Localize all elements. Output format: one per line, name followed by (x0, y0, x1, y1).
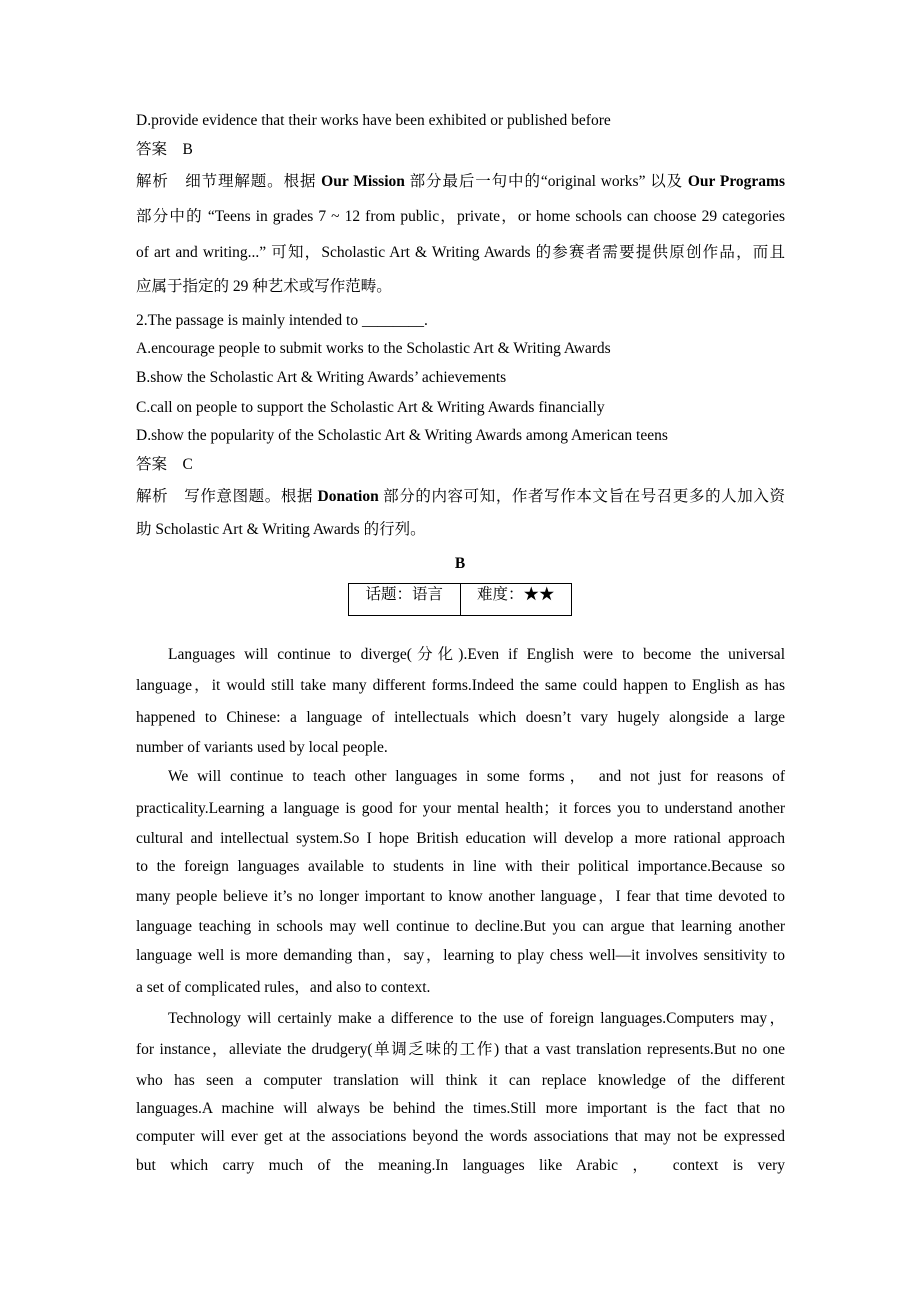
text-line (136, 708, 785, 728)
bold-term: Our Programs (687, 173, 786, 190)
text-span: D.provide evidence that their works have been exhibited or published before (136, 112, 611, 129)
text-span: 部分最后一句中的“original works” 以及 (404, 173, 688, 190)
text-line (136, 676, 785, 696)
text-span: Languages will continue to diverge(分化).Even if English were to become the universal (168, 646, 785, 663)
text-span: practicality.Learning a language is good for your mental health；it forces you to understand another (136, 800, 785, 817)
text-line (136, 311, 785, 331)
text-line (136, 243, 785, 263)
text-line (168, 1009, 785, 1029)
difficulty-cell: 难度：★★ (476, 586, 555, 603)
text-line (136, 887, 785, 907)
text-span: 答案 C (136, 456, 193, 473)
text-line (136, 978, 785, 998)
text-line (136, 1040, 785, 1060)
text-span: 解析 写作意图题。根据 (136, 488, 318, 505)
section-heading: B (454, 555, 466, 572)
text-span: number of variants used by local people. (136, 739, 388, 756)
text-span: D.show the popularity of the Scholastic Art & Writing Awards among American teens (136, 427, 668, 444)
text-span: to the foreign languages available to students in line with their political importance.Because so (136, 858, 785, 875)
text-line (168, 767, 785, 787)
text-span: a set of complicated rules，and also to context. (136, 979, 431, 996)
text-span: of art and writing...” 可知，Scholastic Art & Writing Awards 的参赛者需要提供原创作品，而且 (136, 244, 785, 261)
text-span: 2.The passage is mainly intended to ________. (136, 312, 428, 329)
text-span: language，it would still take many different forms.Indeed the same could happen to English as has (136, 677, 785, 694)
text-line (136, 1156, 785, 1176)
text-span: language well is more demanding than，say，learning to play chess well—it involves sensitivity to (136, 947, 785, 964)
text-line (136, 946, 785, 966)
text-line (136, 917, 785, 937)
text-line (136, 1099, 785, 1119)
text-line (136, 857, 785, 877)
bold-term: Donation (317, 488, 379, 505)
text-span: cultural and intellectual system.So I hope British education will develop a more rational approach (136, 830, 785, 847)
text-line (136, 487, 785, 507)
text-line (136, 277, 785, 297)
text-line (136, 172, 785, 192)
text-line (136, 207, 785, 227)
text-line (136, 398, 785, 418)
text-span: Technology will certainly make a difference to the use of foreign languages.Computers may， (168, 1010, 785, 1027)
text-span: 应属于指定的 29 种艺术或写作范畴。 (136, 278, 392, 295)
text-span: but which carry much of the meaning.In languages like Arabic ， context is very (136, 1157, 785, 1174)
text-line (168, 645, 785, 665)
text-line (136, 140, 785, 160)
text-span: happened to Chinese: a language of intellectuals which doesn’t vary hugely alongside a large (136, 709, 785, 726)
text-span: A.encourage people to submit works to the Scholastic Art & Writing Awards (136, 340, 611, 357)
text-span: We will continue to teach other languages in some forms， and not just for reasons of (168, 768, 785, 785)
text-line (136, 455, 785, 475)
text-span: B.show the Scholastic Art & Writing Awards’ achievements (136, 369, 507, 386)
text-line (136, 799, 785, 819)
text-span: 答案 B (136, 141, 193, 158)
info-table (348, 583, 572, 616)
text-span: languages.A machine will always be behind the times.Still more important is the fact that no (136, 1100, 785, 1117)
text-line (136, 738, 785, 758)
text-span: for instance，alleviate the drudgery(单调乏味的工作) that a vast translation represents.But no one (136, 1041, 785, 1058)
text-span: who has seen a computer translation will think it can replace knowledge of the different (136, 1072, 785, 1089)
text-line (136, 111, 785, 131)
text-span: 助 Scholastic Art & Writing Awards 的行列。 (136, 521, 426, 538)
text-line (136, 829, 785, 849)
text-line (136, 368, 785, 388)
text-span: 部分的内容可知，作者写作本文旨在号召更多的人加入资 (378, 488, 785, 505)
text-line (136, 426, 785, 446)
bold-term: Our Mission (321, 173, 405, 190)
text-span: computer will ever get at the associations beyond the words associations that may not be expressed (136, 1128, 785, 1145)
text-line (136, 520, 785, 540)
text-span: 部分中的 “Teens in grades 7 ~ 12 from public，private，or home schools can choose 29 categories (136, 208, 785, 225)
topic-cell: 话题：语言 (349, 584, 461, 615)
text-line (136, 1127, 785, 1147)
text-line (136, 339, 785, 359)
text-span: many people believe it’s no longer important to know another language，I fear that time devoted to (136, 888, 785, 905)
text-span: 解析 细节理解题。根据 (136, 173, 322, 190)
text-span: language teaching in schools may well continue to decline.But you can argue that learning another (136, 918, 785, 935)
text-line (136, 1071, 785, 1091)
text-span: C.call on people to support the Scholastic Art & Writing Awards financially (136, 399, 605, 416)
